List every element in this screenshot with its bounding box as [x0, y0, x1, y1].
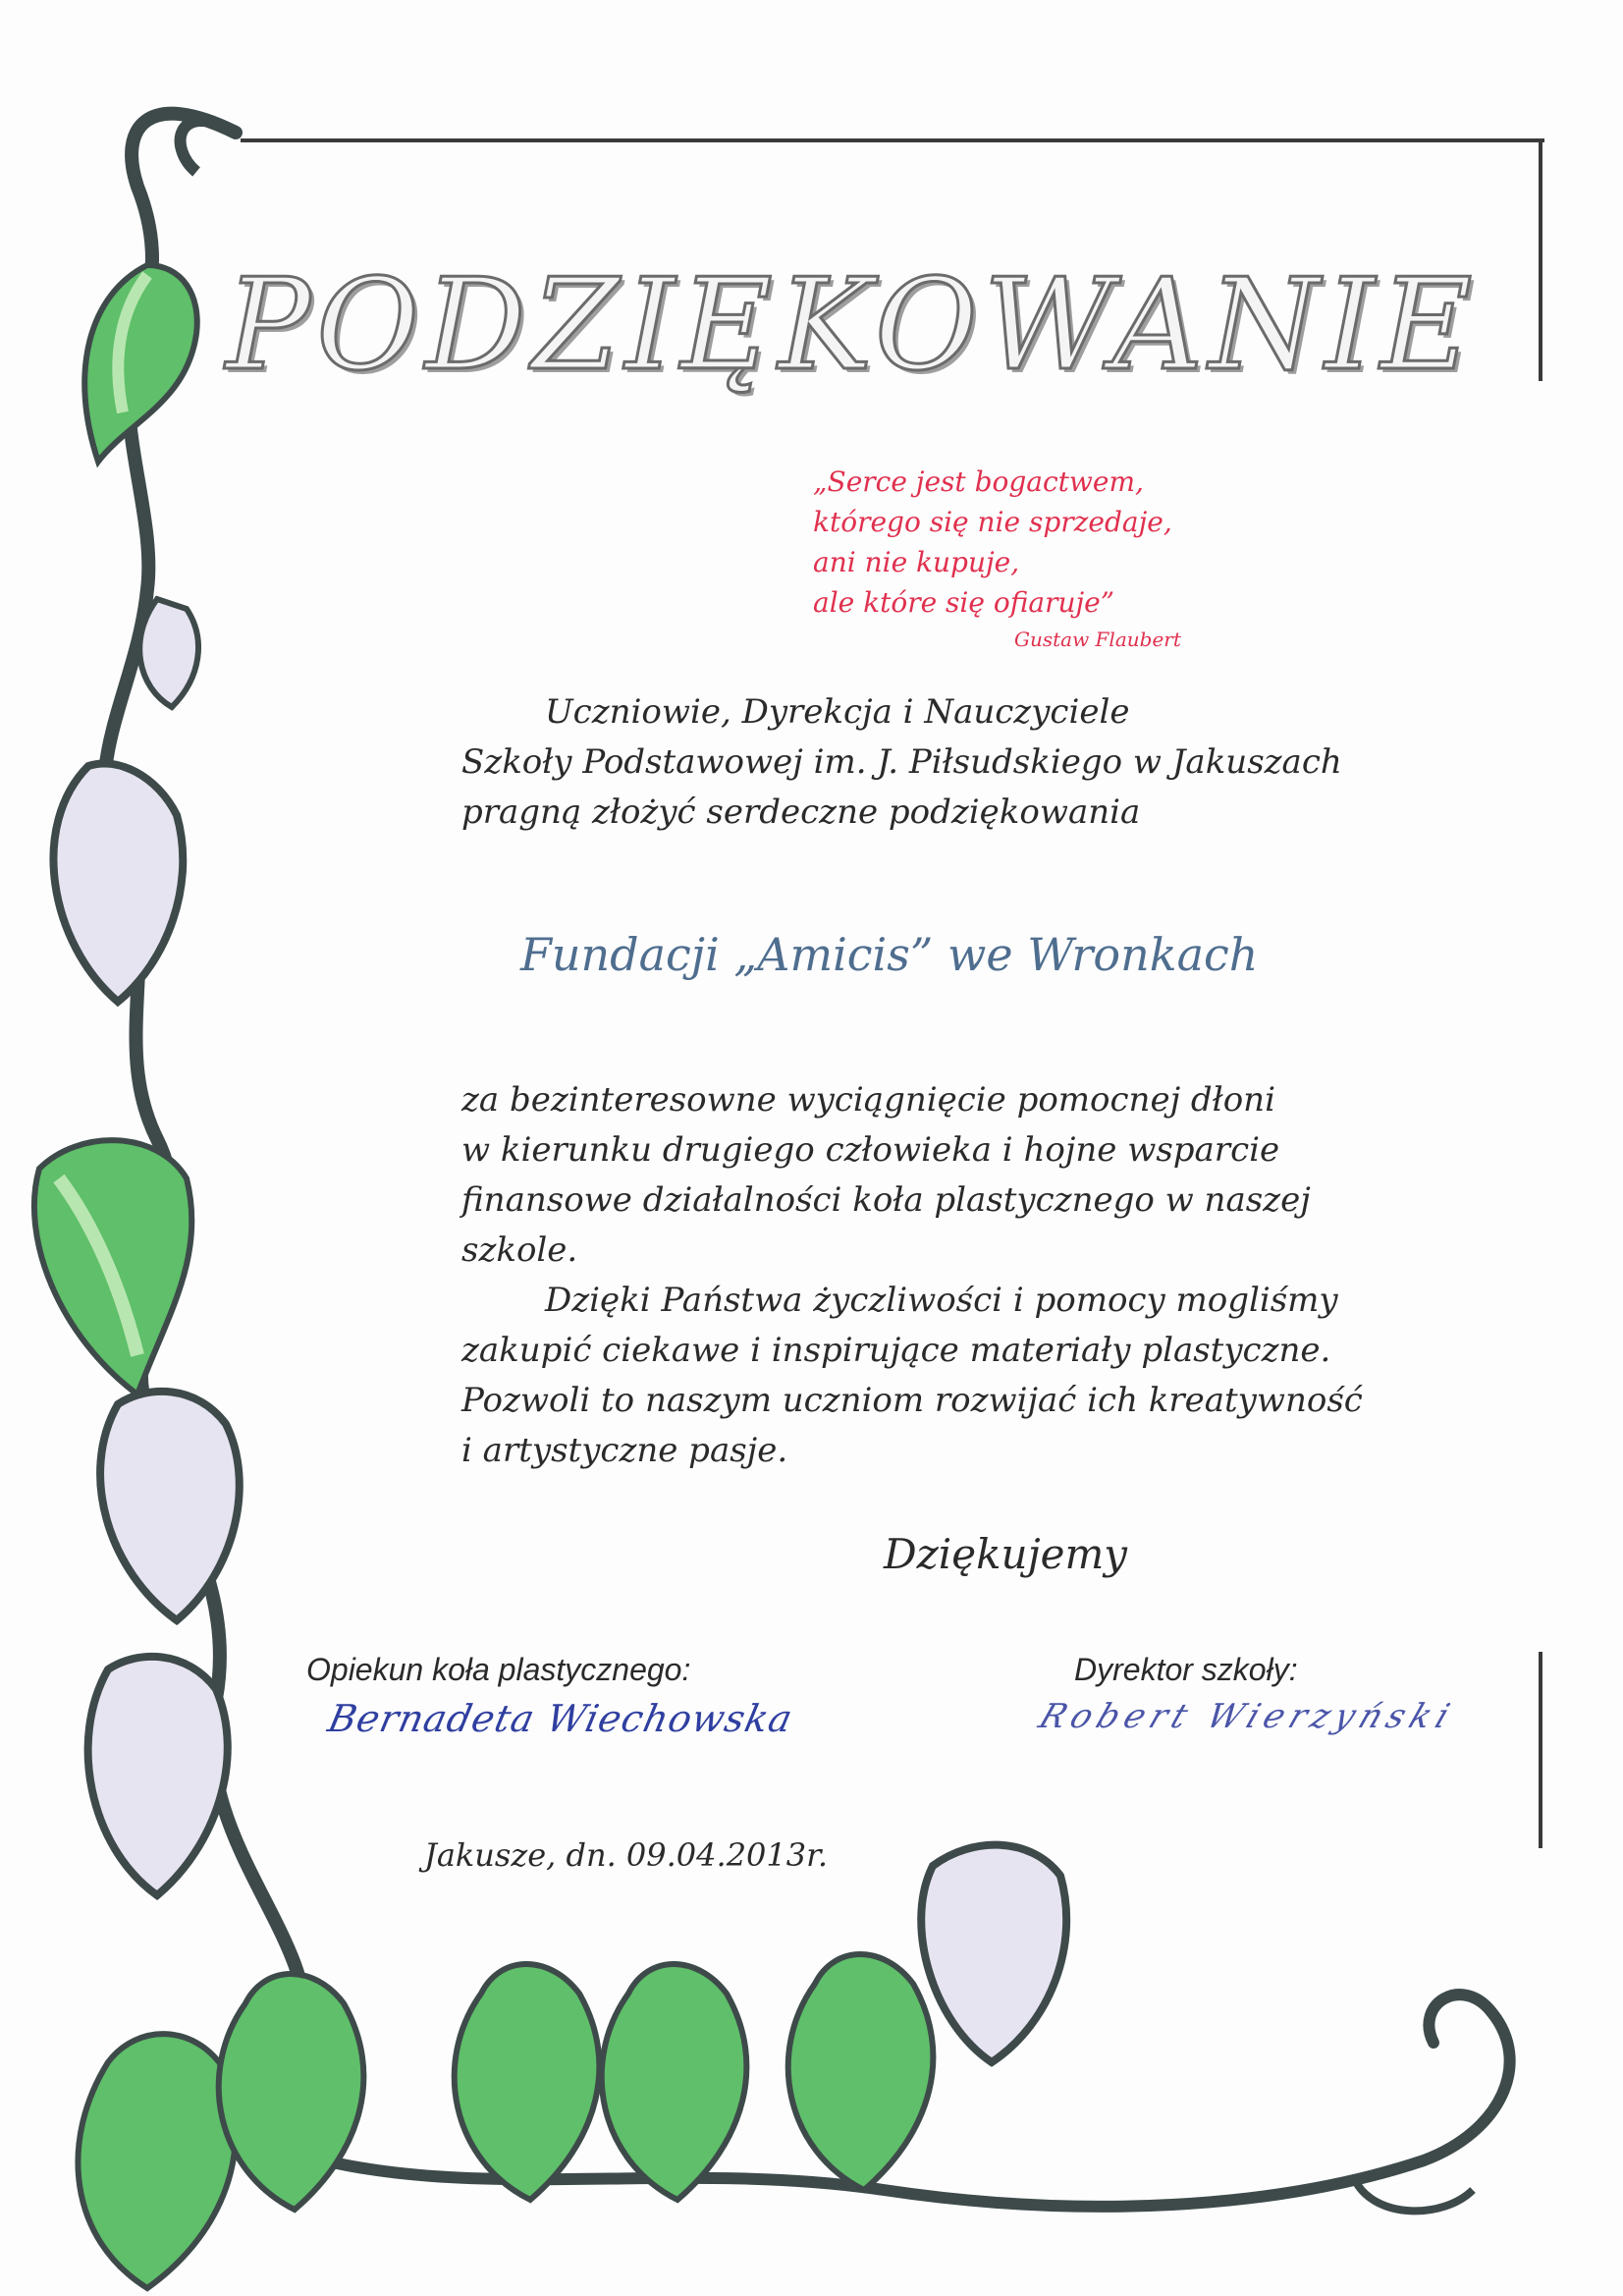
bud-top: [139, 599, 198, 707]
frame-top-border: [241, 138, 1544, 142]
intro-line: Szkoły Podstawowej im. J. Piłsudskiego w Jakuszach: [461, 742, 1342, 782]
leaf-top: [84, 265, 197, 462]
right-signature: Robert Wierzyński: [1033, 1697, 1461, 1736]
left-signature-label: Opiekun koła plastycznego:: [306, 1652, 691, 1687]
body-line: zakupić ciekawe i inspirujące materiały plastyczne.: [461, 1331, 1331, 1370]
body-line: Pozwoli to naszym uczniom rozwijać ich kreatywność: [461, 1381, 1363, 1420]
flower-2: [100, 1392, 240, 1620]
page-title: PODZIĘKOWANIE: [226, 252, 1479, 399]
date-line: Jakusze, dn. 09.04.2013r.: [424, 1836, 829, 1874]
leaf-bottom-3: [455, 1964, 600, 2200]
flower-1: [53, 763, 183, 1002]
intro-line: pragną złożyć serdeczne podziękowania: [461, 793, 1141, 832]
leaf-bottom-5: [788, 1954, 934, 2190]
vine-hook-top: [181, 121, 236, 172]
intro-line: Uczniowie, Dyrekcja i Nauczyciele: [545, 692, 1130, 732]
body-line: za bezinteresowne wyciągnięcie pomocnej dłoni: [461, 1080, 1275, 1120]
quote-line: którego się nie sprzedaje,: [813, 506, 1172, 538]
body-line: Dzięki Państwa życzliwości i pomocy mogliśmy: [545, 1281, 1338, 1320]
body-line: finansowe działalności koła plastycznego w naszej: [461, 1180, 1311, 1220]
left-signature: Bernadeta Wiechowska: [324, 1697, 797, 1740]
right-signature-label: Dyrektor szkoły:: [1074, 1652, 1298, 1687]
recipient-name: Fundacji „Amicis” we Wronkach: [520, 928, 1259, 981]
body-line: szkole.: [461, 1230, 578, 1270]
vine-curl-right: [1355, 2180, 1473, 2211]
leaf-bottom-1: [78, 2034, 236, 2288]
body-text: [461, 1075, 1363, 1476]
quote-line: ale które się ofiaruje”: [813, 586, 1115, 619]
closing-thanks: Dziękujemy: [884, 1530, 1128, 1578]
flower-3: [88, 1657, 228, 1895]
quote-author: Gustaw Flaubert: [1014, 628, 1181, 651]
quote: [813, 462, 1304, 654]
body-line: w kierunku drugiego człowieka i hojne wsparcie: [461, 1130, 1280, 1170]
quote-line: „Serce jest bogactwem,: [813, 465, 1144, 498]
frame-right-border: [1539, 140, 1542, 381]
body-line: i artystyczne pasje.: [461, 1431, 788, 1470]
leaf-bottom-4: [602, 1964, 747, 2200]
leaf-middle: [34, 1140, 191, 1394]
quote-line: ani nie kupuje,: [813, 546, 1020, 578]
intro-text: [461, 687, 1342, 838]
frame-right-border-lower: [1539, 1652, 1542, 1848]
flower-4: [921, 1845, 1066, 2062]
leaf-bottom-2: [219, 1974, 364, 2210]
